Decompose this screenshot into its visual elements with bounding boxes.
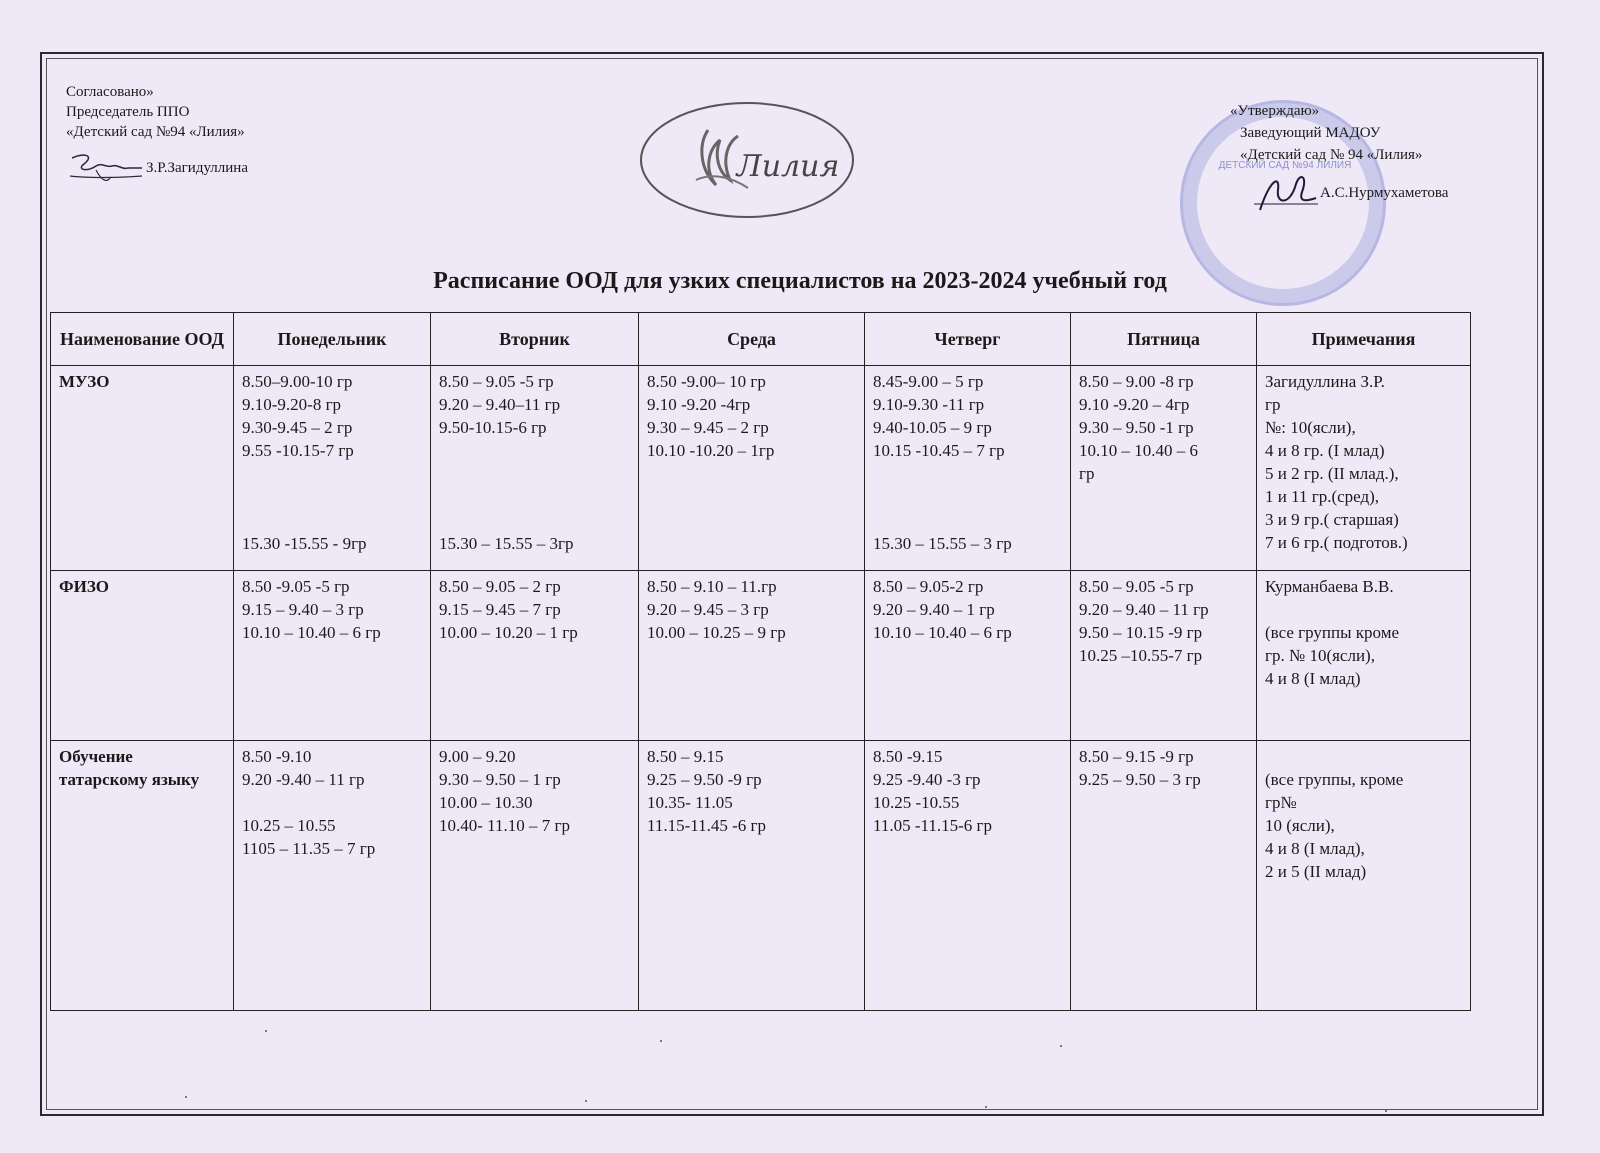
time-slot: 10.10 -10.20 – 1гр	[647, 441, 775, 460]
time-slot: 10.35- 11.05	[647, 793, 733, 812]
approval-left-signature-line	[66, 148, 248, 188]
time-slot: 9.10 -9.20 – 4гр	[1079, 395, 1190, 414]
cell-spacer	[242, 462, 422, 532]
table-row	[51, 741, 1471, 1011]
approval-left-line: Председатель ППО	[66, 104, 190, 120]
note-line: 7 и 6 гр.( подготов.)	[1265, 533, 1408, 552]
page-title: Расписание ООД для узких специалистов на 2023-2024 учебный год	[433, 268, 1167, 294]
note-line: 1 и 11 гр.(сред),	[1265, 487, 1380, 506]
time-slot: 9.25 – 9.50 – 3 гр	[1079, 770, 1201, 789]
lily-logo-icon	[638, 100, 856, 220]
notes-cell	[1257, 741, 1471, 1011]
note-line: Курманбаева В.В.	[1265, 577, 1394, 596]
time-slot: гр	[1079, 464, 1095, 483]
cell-spacer	[873, 462, 1062, 532]
time-slot: 8.50–9.00-10 гр	[242, 372, 353, 391]
speck	[1060, 1045, 1062, 1047]
speck	[585, 1100, 587, 1102]
time-slot: 1105 – 11.35 – 7 гр	[242, 839, 376, 858]
note-line: 2 и 5 (II млад)	[1265, 862, 1367, 881]
time-slot: 9.10 -9.20 -4гр	[647, 395, 751, 414]
note-line: (все группы кроме	[1265, 623, 1399, 642]
table-row	[51, 571, 1471, 741]
time-slot: 11.05 -11.15-6 гр	[873, 816, 993, 835]
subject-cell: Обучение татарскому языку	[51, 741, 234, 1011]
time-slot: 15.30 – 15.55 – 3гр	[439, 534, 574, 553]
time-slot: 9.30 – 9.50 -1 гр	[1079, 418, 1194, 437]
time-slot: 9.10-9.30 -11 гр	[873, 395, 985, 414]
speck	[660, 1040, 662, 1042]
time-slot: 9.10-9.20-8 гр	[242, 395, 342, 414]
note-line: 3 и 9 гр.( старшая)	[1265, 510, 1399, 529]
time-slot: 8.50 – 9.15 -9 гр	[1079, 747, 1194, 766]
time-slot: 9.25 – 9.50 -9 гр	[647, 770, 762, 789]
schedule-cell	[1071, 366, 1257, 571]
schedule-cell	[234, 571, 431, 741]
time-slot: 10.25 –10.55-7 гр	[1079, 646, 1203, 665]
time-slot: 8.50 -9.00– 10 гр	[647, 372, 766, 391]
time-slot: 8.50 – 9.05-2 гр	[873, 577, 984, 596]
signature-right-icon	[1250, 170, 1320, 216]
schedule-cell	[865, 366, 1071, 571]
time-slot: 10.25 -10.55	[873, 793, 960, 812]
schedule-cell	[865, 571, 1071, 741]
schedule-cell	[639, 366, 865, 571]
approval-right-line: Заведующий МАДОУ	[1240, 125, 1381, 141]
speck	[985, 1106, 987, 1108]
subject-cell: ФИЗО	[51, 571, 234, 741]
schedule-cell	[431, 366, 639, 571]
time-slot: 9.20 – 9.40 – 1 гр	[873, 600, 995, 619]
notes-cell	[1257, 366, 1471, 571]
speck	[185, 1096, 187, 1098]
logo-text: Лилия	[736, 149, 840, 184]
time-slot: 9.20 – 9.40 – 11 гр	[1079, 600, 1209, 619]
approval-right	[1230, 100, 1448, 216]
schedule-cell	[431, 741, 639, 1011]
time-slot: 8.45-9.00 – 5 гр	[873, 372, 984, 391]
column-header: Пятница	[1071, 313, 1257, 366]
notes-cell	[1257, 571, 1471, 741]
approval-right-signature-line	[1230, 170, 1448, 216]
time-slot: 8.50 – 9.05 – 2 гр	[439, 577, 561, 596]
note-line: 10 (ясли),	[1265, 816, 1335, 835]
column-header: Понедельник	[234, 313, 431, 366]
table-header-row	[51, 313, 1471, 366]
schedule-cell	[865, 741, 1071, 1011]
subject-cell: МУЗО	[51, 366, 234, 571]
schedule-table	[50, 312, 1471, 1011]
approval-left	[66, 82, 248, 188]
speck	[265, 1030, 267, 1032]
schedule-cell	[234, 366, 431, 571]
table-row	[51, 366, 1471, 571]
column-header: Четверг	[865, 313, 1071, 366]
time-slot: 9.30 – 9.50 – 1 гр	[439, 770, 561, 789]
time-slot	[242, 791, 422, 814]
note-line: (все группы, кроме	[1265, 770, 1404, 789]
time-slot: 9.15 – 9.45 – 7 гр	[439, 600, 561, 619]
note-line	[1265, 598, 1462, 621]
time-slot: 9.50 – 10.15 -9 гр	[1079, 623, 1203, 642]
stamp-text: ДЕТСКИЙ САД №94 ЛИЛИЯ	[1218, 160, 1352, 171]
time-slot: 9.40-10.05 – 9 гр	[873, 418, 992, 437]
time-slot: 10.25 – 10.55	[242, 816, 336, 835]
note-line: 4 и 8 (I млад)	[1265, 669, 1361, 688]
note-line	[1265, 745, 1462, 768]
time-slot: 10.10 – 10.40 – 6 гр	[873, 623, 1012, 642]
approval-left-line: Согласовано»	[66, 84, 154, 100]
schedule-cell	[234, 741, 431, 1011]
column-header: Вторник	[431, 313, 639, 366]
time-slot: 9.55 -10.15-7 гр	[242, 441, 354, 460]
note-line: №: 10(ясли),	[1265, 418, 1356, 437]
schedule-cell	[639, 741, 865, 1011]
time-slot: 9.30 – 9.45 – 2 гр	[647, 418, 769, 437]
schedule-cell	[431, 571, 639, 741]
time-slot: 10.10 – 10.40 – 6	[1079, 441, 1198, 460]
time-slot: 10.15 -10.45 – 7 гр	[873, 441, 1005, 460]
logo	[638, 100, 856, 220]
approval-right-line: «Детский сад № 94 «Лилия»	[1240, 147, 1423, 163]
signature-left-icon	[66, 148, 146, 188]
note-line: гр	[1265, 395, 1281, 414]
cell-spacer	[439, 439, 630, 532]
time-slot: 10.10 – 10.40 – 6 гр	[242, 623, 381, 642]
time-slot: 15.30 – 15.55 – 3 гр	[873, 534, 1012, 553]
note-line: гр№	[1265, 793, 1297, 812]
time-slot: 8.50 -9.15	[873, 747, 943, 766]
column-header: Среда	[639, 313, 865, 366]
note-line: 4 и 8 (I млад),	[1265, 839, 1365, 858]
note-line: гр. № 10(ясли),	[1265, 646, 1375, 665]
time-slot: 9.20 – 9.40–11 гр	[439, 395, 561, 414]
schedule-cell	[639, 571, 865, 741]
time-slot: 8.50 -9.10	[242, 747, 312, 766]
time-slot: 8.50 – 9.15	[647, 747, 724, 766]
time-slot: 15.30 -15.55 - 9гр	[242, 534, 367, 553]
time-slot: 9.20 -9.40 – 11 гр	[242, 770, 365, 789]
time-slot: 10.00 – 10.25 – 9 гр	[647, 623, 786, 642]
time-slot: 9.00 – 9.20	[439, 747, 516, 766]
schedule-cell	[1071, 741, 1257, 1011]
time-slot: 10.00 – 10.20 – 1 гр	[439, 623, 578, 642]
approval-left-line: «Детский сад №94 «Лилия»	[66, 124, 245, 140]
time-slot: 10.40- 11.10 – 7 гр	[439, 816, 571, 835]
approval-right-signer: А.С.Нурмухаметова	[1320, 185, 1449, 201]
time-slot: 9.25 -9.40 -3 гр	[873, 770, 981, 789]
approval-left-signer: З.Р.Загидуллина	[146, 160, 248, 176]
column-header: Наименование ООД	[51, 313, 234, 366]
note-line: Загидуллина З.Р.	[1265, 372, 1385, 391]
column-header: Примечания	[1257, 313, 1471, 366]
approval-right-line: «Утверждаю»	[1230, 103, 1320, 119]
time-slot: 9.30-9.45 – 2 гр	[242, 418, 353, 437]
time-slot: 8.50 – 9.05 -5 гр	[1079, 577, 1194, 596]
speck	[1385, 1110, 1387, 1112]
time-slot: 9.20 – 9.45 – 3 гр	[647, 600, 769, 619]
time-slot: 8.50 -9.05 -5 гр	[242, 577, 350, 596]
time-slot: 8.50 – 9.05 -5 гр	[439, 372, 554, 391]
time-slot: 8.50 – 9.10 – 11.гр	[647, 577, 777, 596]
time-slot: 10.00 – 10.30	[439, 793, 533, 812]
time-slot: 11.15-11.45 -6 гр	[647, 816, 767, 835]
note-line: 4 и 8 гр. (I млад)	[1265, 441, 1385, 460]
time-slot: 9.50-10.15-6 гр	[439, 418, 547, 437]
schedule-cell	[1071, 571, 1257, 741]
note-line: 5 и 2 гр. (II млад.),	[1265, 464, 1399, 483]
time-slot: 8.50 – 9.00 -8 гр	[1079, 372, 1194, 391]
time-slot: 9.15 – 9.40 – 3 гр	[242, 600, 364, 619]
